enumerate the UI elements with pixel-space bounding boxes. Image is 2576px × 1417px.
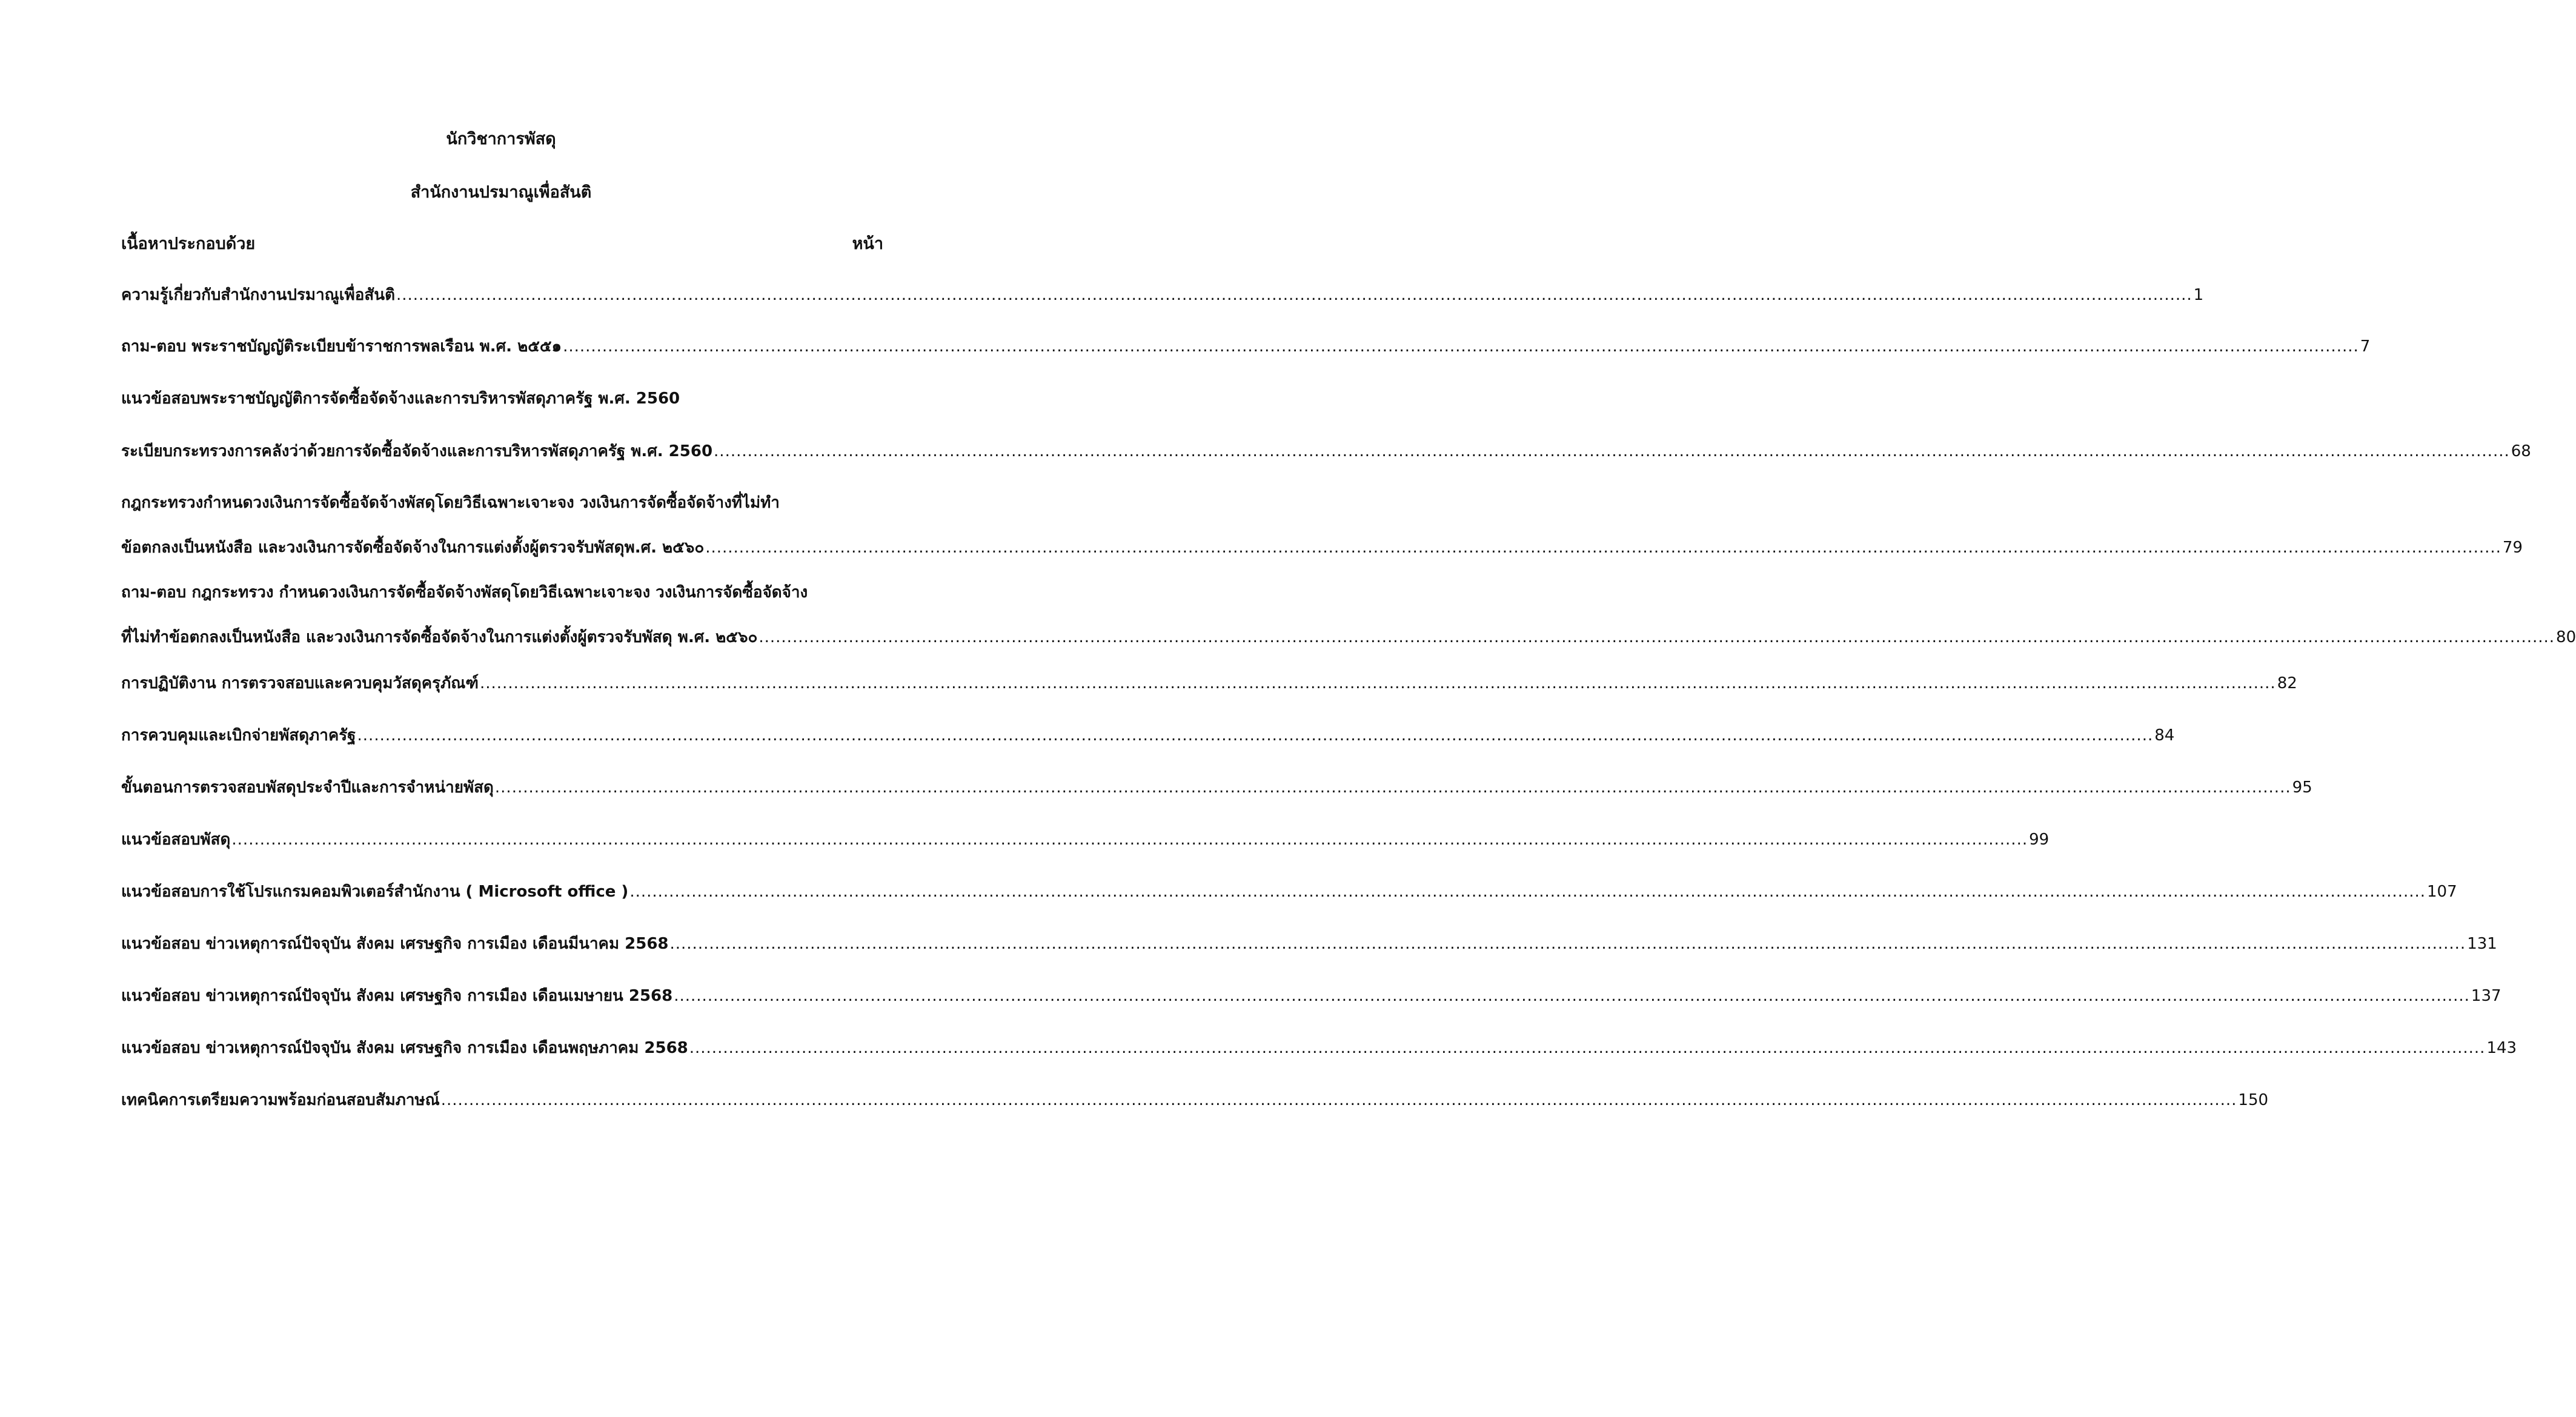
toc-entry-line xyxy=(121,1037,2517,1083)
toc-entry xyxy=(121,777,2312,823)
toc-entry-page: 150 xyxy=(2238,1091,2269,1109)
toc-entry-line xyxy=(121,582,886,626)
toc-entry xyxy=(121,284,2204,330)
toc-entry-line xyxy=(121,284,2204,330)
toc-entry xyxy=(121,440,2531,486)
toc-entry-text: การควบคุมและเบิกจ่ายพัสดุภาครัฐ xyxy=(121,726,356,745)
toc-entry-page: 82 xyxy=(2277,674,2297,692)
toc-entry-page: 79 xyxy=(2502,539,2523,557)
toc-entry-line xyxy=(121,492,886,537)
toc-entry-line xyxy=(121,336,2371,382)
toc-entry-text: ขั้นตอนการตรวจสอบพัสดุประจำปีและการจำหน่ายพัสดุ xyxy=(121,778,494,797)
toc-entry-line xyxy=(121,1089,2269,1135)
toc-entry-page: 68 xyxy=(2511,442,2531,460)
toc-entry-text: แนวข้อสอบ ข่าวเหตุการณ์ปัจจุบัน สังคม เศรษฐกิจ การเมือง เดือนเมษายน 2568 xyxy=(121,987,673,1005)
toc-entry-text: ถาม-ตอบ พระราชบัญญัติระเบียบข้าราชการพลเรือน พ.ศ. ๒๕๕๑ xyxy=(121,337,562,356)
toc-entry xyxy=(121,1037,2517,1083)
toc-header xyxy=(121,233,883,255)
toc-entry xyxy=(121,582,2576,672)
toc-entry xyxy=(121,336,2371,382)
leader-dots xyxy=(674,985,2470,1007)
toc-entry-text: กฎกระทรวงกำหนดวงเงินการจัดซื้อจัดจ้างพัสดุโดยวิธีเฉพาะเจาะจง วงเงินการจัดซื้อจัดจ้างที่ไม่ทำ xyxy=(121,494,780,512)
toc-entry-line xyxy=(121,725,2175,771)
toc-entry-line xyxy=(121,829,2050,875)
leader-dots xyxy=(396,284,2193,306)
toc-entry-text: แนวข้อสอบ ข่าวเหตุการณ์ปัจจุบัน สังคม เศรษฐกิจ การเมือง เดือนพฤษภาคม 2568 xyxy=(121,1039,688,1057)
toc-entry-page: 99 xyxy=(2029,831,2050,849)
leader-dots xyxy=(705,537,2501,559)
toc-entry xyxy=(121,829,2050,875)
leader-dots xyxy=(231,829,2028,851)
leader-dots xyxy=(495,777,2291,798)
toc-entry-text: แนวข้อสอบพัสดุ xyxy=(121,831,231,849)
toc-entry-text: ที่ไม่ทำข้อตกลงเป็นหนังสือ และวงเงินการจัดซื้อจัดจ้างในการแต่งตั้งผู้ตรวจรับพัสดุ พ.ศ. ๒๕๖๐ xyxy=(121,628,758,646)
toc-entry-text: ความรู้เกี่ยวกับสำนักงานปรมาณูเพื่อสันติ xyxy=(121,286,395,304)
toc-entry-line xyxy=(121,777,2312,823)
toc-entry-text: แนวข้อสอบ ข่าวเหตุการณ์ปัจจุบัน สังคม เศรษฐกิจ การเมือง เดือนมีนาคม 2568 xyxy=(121,935,669,953)
toc-entry xyxy=(121,933,2497,979)
toc-entry-page: 1 xyxy=(2193,286,2204,304)
toc-entry-line xyxy=(121,440,2531,486)
toc-entry-page: 95 xyxy=(2292,778,2312,797)
leader-dots xyxy=(441,1089,2237,1111)
leader-dots xyxy=(629,881,2426,903)
toc-entry-page: 143 xyxy=(2486,1039,2517,1057)
toc-entry-page: 131 xyxy=(2467,935,2497,953)
toc-entry xyxy=(121,388,886,434)
toc-entry-line xyxy=(121,626,2576,672)
toc-entry-text: แนวข้อสอบพระราชบัญญัติการจัดซื้อจัดจ้างและการบริหารพัสดุภาครัฐ พ.ศ. 2560 xyxy=(121,390,680,408)
toc-entry-page: 107 xyxy=(2427,883,2457,901)
leader-dots xyxy=(357,725,2154,746)
toc-entry-line xyxy=(121,672,2297,718)
leader-dots xyxy=(670,933,2466,955)
toc-entry-text: การปฏิบัติงาน การตรวจสอบและควบคุมวัสดุครุภัณฑ์ xyxy=(121,674,479,692)
toc-entry-page: 84 xyxy=(2154,726,2175,745)
toc-entry-line xyxy=(121,388,886,434)
toc-entry xyxy=(121,881,2457,927)
toc-entry xyxy=(121,492,2523,583)
document-subtitle: สำนักงานปรมาณูเพื่อสันติ xyxy=(410,183,592,202)
toc-entry-line xyxy=(121,933,2497,979)
toc-entry-page: 7 xyxy=(2360,337,2371,356)
toc-entry xyxy=(121,985,2501,1031)
toc-entry-text: เทคนิคการเตรียมความพร้อมก่อนสอบสัมภาษณ์ xyxy=(121,1091,440,1109)
leader-dots xyxy=(563,336,2359,357)
toc-entry-text: ถาม-ตอบ กฎกระทรวง กำหนดวงเงินการจัดซื้อจัดจ้างพัสดุโดยวิธีเฉพาะเจาะจง วงเงินการจัดซื้อจัดจ้าง xyxy=(121,583,808,602)
toc-entry-text: ข้อตกลงเป็นหนังสือ และวงเงินการจัดซื้อจัดจ้างในการแต่งตั้งผู้ตรวจรับพัสดุพ.ศ. ๒๕๖๐ xyxy=(121,539,705,557)
toc-entry-text: แนวข้อสอบการใช้โปรแกรมคอมพิวเตอร์สำนักงาน ( Microsoft office ) xyxy=(121,883,629,901)
document-title: นักวิชาการพัสดุ xyxy=(446,130,556,148)
toc-entry-page: 80 xyxy=(2556,628,2576,646)
leader-dots xyxy=(714,440,2510,462)
leader-dots xyxy=(689,1037,2486,1059)
contents-label: เนื้อหาประกอบด้วย xyxy=(121,234,256,253)
toc-entry-page: 137 xyxy=(2471,987,2501,1005)
leader-dots xyxy=(759,626,2555,648)
toc-entry xyxy=(121,725,2175,771)
toc-entry-line xyxy=(121,881,2457,927)
leader-dots xyxy=(480,672,2276,694)
page-column-label: หน้า xyxy=(852,234,883,253)
toc-entry-line xyxy=(121,537,2523,583)
toc-entry-text: ระเบียบกระทรวงการคลังว่าด้วยการจัดซื้อจัดจ้างและการบริหารพัสดุภาครัฐ พ.ศ. 2560 xyxy=(121,442,713,460)
toc-entry xyxy=(121,1089,2269,1135)
toc-entry-line xyxy=(121,985,2501,1031)
toc-entry xyxy=(121,672,2297,718)
